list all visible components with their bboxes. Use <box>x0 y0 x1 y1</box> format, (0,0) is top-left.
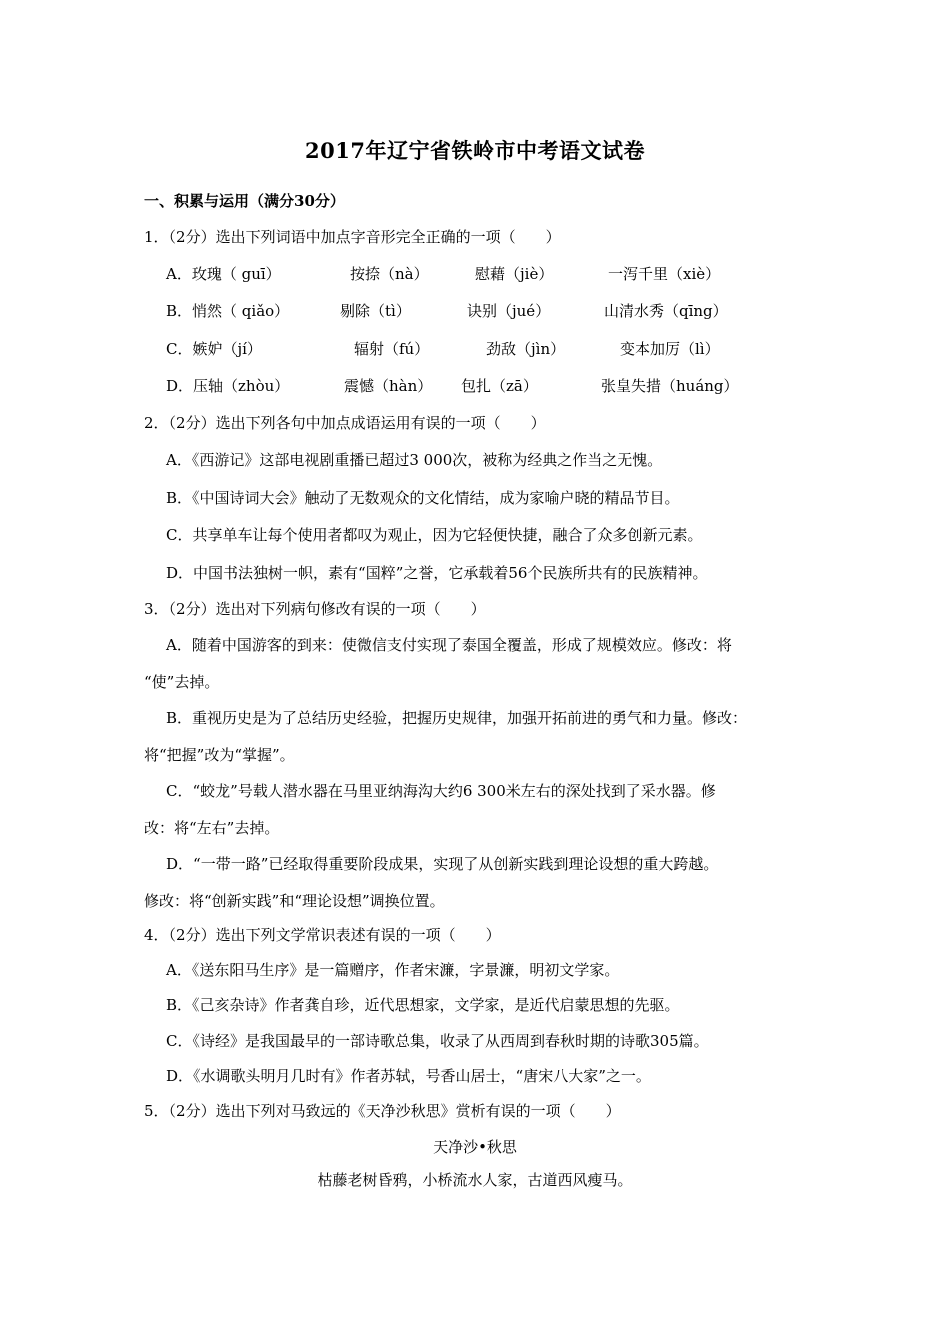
q3-option-d-line2: 修改：将“创新实践”和“理论设想”调换位置。 <box>144 892 445 910</box>
q2-option-b: B．《中国诗词大会》触动了无数观众的文化情结，成为家喻户晓的精品节目。 <box>166 489 680 507</box>
q1-option-b-word2: 剔除（tì） <box>340 302 411 320</box>
q3-option-b-line1: B．重视历史是为了总结历史经验，把握历史规律，加强开拓前进的勇气和力量。修改： <box>166 709 748 727</box>
q4-option-b: B．《己亥杂诗》作者龚自珍，近代思想家，文学家，是近代启蒙思想的先驱。 <box>166 996 680 1014</box>
question-4-stem: 4．（2分）选出下列文学常识表述有误的一项（ ） <box>144 926 501 944</box>
q1-option-d-word3: 包扎（zā） <box>461 377 538 395</box>
q4-option-d: D．《水调歌头明月几时有》作者苏轼，号香山居士，“唐宋八大家”之一。 <box>166 1067 651 1085</box>
q3-option-c-line1: C．“蛟龙”号载人潜水器在马里亚纳海沟大约6 300米左右的深处找到了采水器。修 <box>166 782 716 800</box>
q1-option-c-word4: 变本加厉（lì） <box>620 340 720 358</box>
question-2-stem: 2．（2分）选出下列各句中加点成语运用有误的一项（ ） <box>144 414 546 432</box>
q1-option-d-word4: 张皇失措（huáng） <box>601 377 739 395</box>
page-title: 2017年辽宁省铁岭市中考语文试卷 <box>305 138 645 163</box>
q1-option-a-word2: 按捺（nà） <box>350 265 429 283</box>
q1-option-b-word4: 山清水秀（qīng） <box>604 302 728 320</box>
q1-option-d-word2: 震憾（hàn） <box>344 377 433 395</box>
poem-title: 天净沙•秋思 <box>433 1138 517 1156</box>
q3-option-a-line2: “使”去掉。 <box>144 673 220 691</box>
q2-option-a: A．《西游记》这部电视剧重播已超过3 000次，被称为经典之作当之无愧。 <box>166 451 663 469</box>
poem-line-1: 枯藤老树昏鸦，小桥流水人家，古道西风瘦马。 <box>317 1171 633 1189</box>
q1-option-c-word2: 辐射（fú） <box>354 340 430 358</box>
q1-option-a-word4: 一泻千里（xiè） <box>608 265 721 283</box>
q3-option-b-line2: 将“把握”改为“掌握”。 <box>144 746 295 764</box>
q1-option-b-word1: B．悄然（ qiǎo） <box>166 302 290 320</box>
section-heading: 一、积累与运用（满分30分） <box>144 192 345 210</box>
q1-option-a-word3: 慰藉（jiè） <box>475 265 554 283</box>
q3-option-c-line2: 改：将“左右”去掉。 <box>144 819 280 837</box>
q2-option-c: C．共享单车让每个使用者都叹为观止，因为它轻便快捷，融合了众多创新元素。 <box>166 526 703 544</box>
q1-option-c-word1: C．嫉妒（jí） <box>166 340 262 358</box>
q1-option-d-word1: D．压轴（zhòu） <box>166 377 290 395</box>
question-5-stem: 5．（2分）选出下列对马致远的《天净沙秋思》赏析有误的一项（ ） <box>144 1102 621 1120</box>
question-3-stem: 3．（2分）选出对下列病句修改有误的一项（ ） <box>144 600 486 618</box>
q4-option-c: C．《诗经》是我国最早的一部诗歌总集，收录了从西周到春秋时期的诗歌305篇。 <box>166 1032 709 1050</box>
q2-option-d: D．中国书法独树一帜，素有“国粹”之誉，它承载着56个民族所共有的民族精神。 <box>166 564 708 582</box>
question-1-stem: 1．（2分）选出下列词语中加点字音形完全正确的一项（ ） <box>144 228 561 246</box>
q1-option-c-word3: 劲敌（jìn） <box>486 340 566 358</box>
q3-option-a-line1: A．随着中国游客的到来：使微信支付实现了泰国全覆盖，形成了规模效应。修改：将 <box>166 636 732 654</box>
q4-option-a: A．《送东阳马生序》是一篇赠序，作者宋濂，字景濂，明初文学家。 <box>166 961 620 979</box>
q1-option-b-word3: 诀别（jué） <box>467 302 551 320</box>
q3-option-d-line1: D．“一带一路”已经取得重要阶段成果，实现了从创新实践到理论设想的重大跨越。 <box>166 855 719 873</box>
q1-option-a-word1: A．玫瑰（ guī） <box>166 265 281 283</box>
